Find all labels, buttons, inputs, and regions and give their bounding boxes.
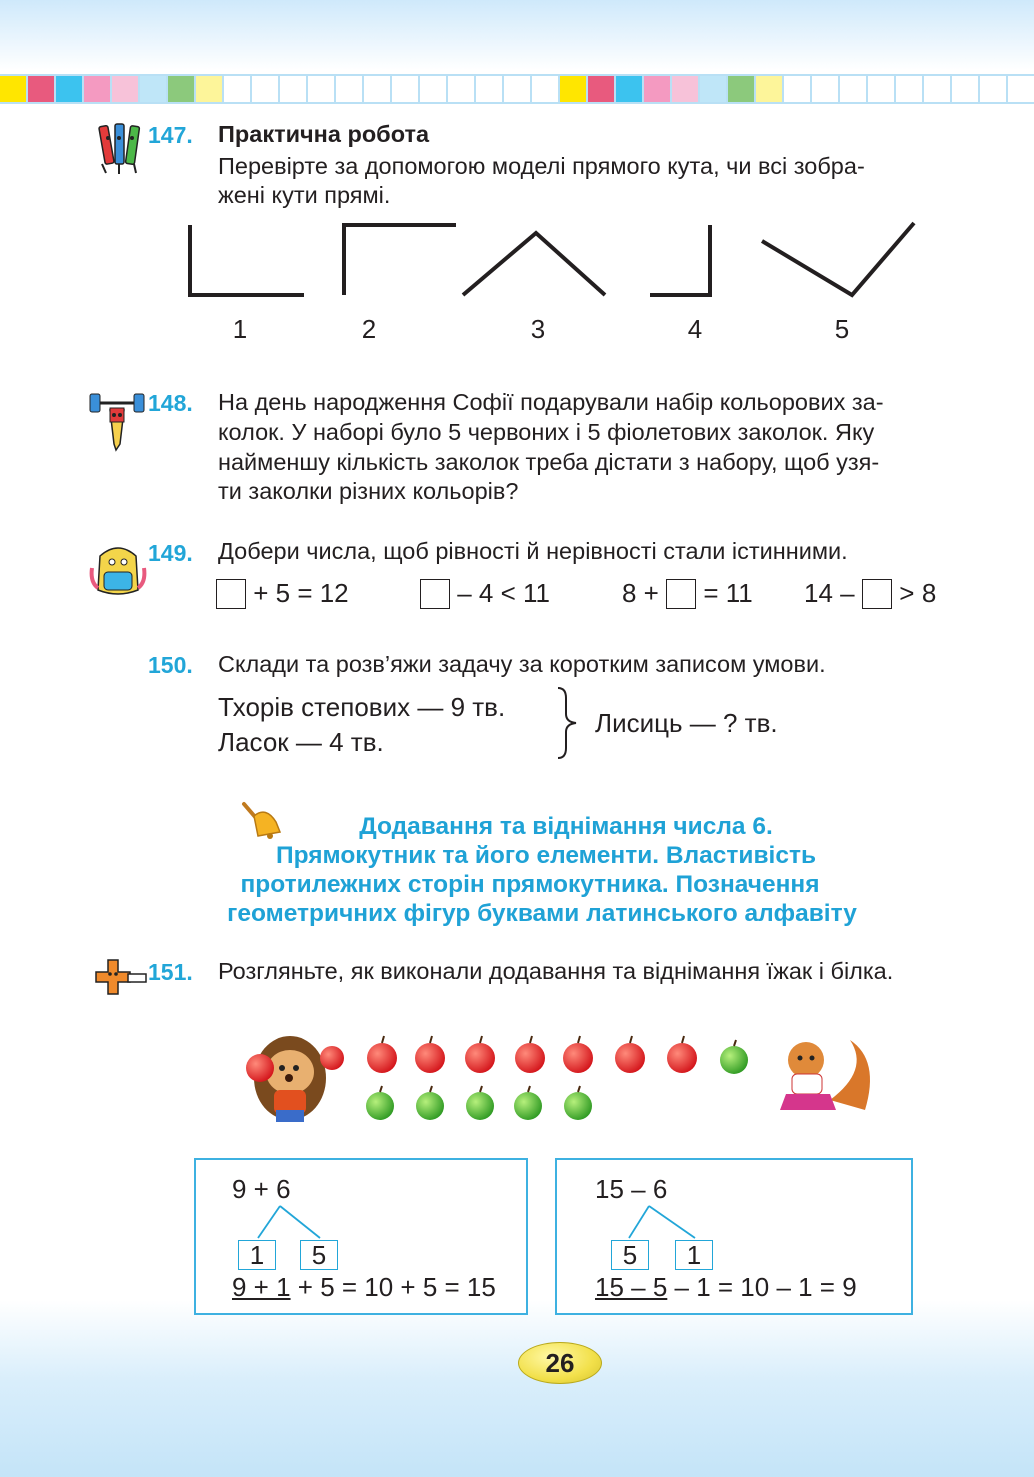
answer-box-1[interactable] — [216, 579, 246, 609]
strip-cell — [0, 74, 28, 104]
task-148-line4: ти заколки різних кольорів? — [218, 478, 519, 504]
strip-cell — [644, 74, 672, 104]
left-expression: 9 + 6 — [232, 1174, 291, 1204]
strip-cell — [252, 74, 280, 104]
angle-label-5: 5 — [834, 314, 850, 344]
section-title-line4: геометричних фігур буквами латинського алфавіту — [227, 900, 857, 927]
plus-minus-characters-icon — [92, 952, 150, 1006]
task-148-number: 148. — [148, 390, 193, 416]
angle-label-3: 3 — [530, 314, 546, 344]
task-150-text: Склади та розв’яжи задачу за коротким записом умови. — [218, 651, 826, 677]
strip-cell — [952, 74, 980, 104]
equation-2 — [420, 578, 550, 609]
apples-illustration — [240, 1030, 880, 1130]
strip-cell — [280, 74, 308, 104]
weightlifter-pencil-icon — [86, 388, 148, 454]
note-line2: Ласок — 4 тв. — [218, 727, 384, 757]
strip-cell — [980, 74, 1008, 104]
strip-cell — [588, 74, 616, 104]
backpack-icon — [88, 542, 148, 598]
strip-cell — [448, 74, 476, 104]
strip-cell — [784, 74, 812, 104]
task-147-title: Практична робота — [218, 121, 430, 147]
equation-1-rest: + 5 = 12 — [246, 578, 349, 608]
right-solution-underlined: 15 – 5 — [595, 1272, 668, 1302]
right-solution-rest: – 1 = 10 – 1 = 9 — [667, 1272, 857, 1302]
squirrel-image — [780, 1040, 870, 1110]
left-part-1: 1 — [238, 1240, 276, 1270]
equation-3-post: = 11 — [696, 578, 753, 608]
hedgehog-image — [246, 1036, 344, 1122]
top-color-strip — [0, 74, 1034, 104]
strip-cell — [1008, 74, 1034, 104]
strip-cell — [224, 74, 252, 104]
angle-5 — [762, 223, 914, 295]
equation-2-number: 11 — [515, 578, 550, 608]
task-147-number: 147. — [148, 122, 193, 148]
task-147-line1: Перевірте за допомогою моделі прямого кута, чи всі зобра- — [218, 153, 865, 179]
strip-cell — [56, 74, 84, 104]
strip-cell — [112, 74, 140, 104]
section-title-line2: Прямокутник та його елементи. Властивість — [275, 842, 817, 869]
strip-cell — [140, 74, 168, 104]
strip-cell — [168, 74, 196, 104]
left-split-lines — [240, 1204, 340, 1242]
strip-cell — [420, 74, 448, 104]
angle-4 — [650, 225, 710, 295]
equation-1 — [216, 578, 349, 609]
angle-3 — [463, 233, 605, 295]
equation-4-pre: 14 – — [804, 578, 862, 608]
strip-cell — [196, 74, 224, 104]
note-question: Лисиць — ? тв. — [595, 708, 778, 738]
section-title-line1: Додавання та віднімання числа 6. — [359, 813, 773, 840]
strip-cell — [504, 74, 532, 104]
answer-box-2[interactable] — [420, 579, 450, 609]
strip-cell — [868, 74, 896, 104]
task-151-number: 151. — [148, 959, 193, 985]
equation-4-comparison: > — [899, 578, 915, 608]
task-151-text: Розгляньте, як виконали додавання та віднімання їжак і білка. — [218, 958, 894, 984]
section-title-line3: протилежних сторін прямокутника. Позначення — [240, 871, 820, 898]
note-line1: Тхорів степових — 9 тв. — [218, 692, 506, 722]
hedgehog-solution-frame — [194, 1158, 528, 1315]
equation-3-pre: 8 + — [622, 578, 667, 608]
strip-cell — [476, 74, 504, 104]
strip-cell — [364, 74, 392, 104]
task-148-line3: найменшу кількість заколок треба дістати з набору, щоб узя- — [218, 449, 880, 475]
strip-cell — [924, 74, 952, 104]
task-150-number: 150. — [148, 652, 193, 678]
strip-cell — [756, 74, 784, 104]
task-149-number: 149. — [148, 540, 193, 566]
right-part-2: 1 — [675, 1240, 713, 1270]
strip-cell — [308, 74, 336, 104]
squirrel-solution-frame — [555, 1158, 913, 1315]
strip-cell — [896, 74, 924, 104]
right-split-lines — [609, 1204, 709, 1242]
page-number: 26 — [518, 1342, 602, 1384]
strip-cell — [532, 74, 560, 104]
answer-box-3[interactable] — [666, 579, 696, 609]
equation-2-minus: – 4 — [450, 578, 501, 608]
right-expression: 15 – 6 — [595, 1174, 668, 1204]
answer-box-4[interactable] — [862, 579, 892, 609]
equation-4 — [804, 578, 936, 609]
strip-cell — [840, 74, 868, 104]
left-solution-underlined: 9 + 1 — [232, 1272, 291, 1302]
angle-2 — [344, 225, 456, 295]
task-148-line1: На день народження Софії подарували набір кольорових за- — [218, 389, 884, 415]
red-apples — [367, 1036, 697, 1073]
task-148-line2: колок. У наборі було 5 червоних і 5 фіолетових заколок. Яку — [218, 419, 875, 445]
strip-cell — [28, 74, 56, 104]
right-part-1: 5 — [611, 1240, 649, 1270]
strip-cell — [728, 74, 756, 104]
angle-label-4: 4 — [687, 314, 703, 344]
angle-label-1: 1 — [232, 314, 248, 344]
strip-cell — [560, 74, 588, 104]
strip-cell — [616, 74, 644, 104]
task-147-line2: жені кути прямі. — [218, 182, 391, 208]
strip-cell — [84, 74, 112, 104]
equation-3 — [622, 578, 753, 609]
strip-cell — [700, 74, 728, 104]
angle-1 — [190, 225, 304, 295]
left-solution-rest: + 5 = 10 + 5 = 15 — [290, 1272, 496, 1302]
strip-cell — [392, 74, 420, 104]
angles-figure — [180, 215, 920, 310]
task-149-text: Добери числа, щоб рівності й нерівності стали істинними. — [218, 538, 848, 564]
strip-cell — [812, 74, 840, 104]
left-part-2: 5 — [300, 1240, 338, 1270]
strip-cell — [672, 74, 700, 104]
right-solution — [595, 1272, 857, 1303]
pencils-icon — [96, 118, 152, 176]
curly-brace — [552, 686, 582, 760]
strip-cell — [336, 74, 364, 104]
angle-label-2: 2 — [361, 314, 377, 344]
equation-4-number: 8 — [921, 578, 937, 608]
equation-2-comparison: < — [500, 578, 516, 608]
left-solution — [232, 1272, 496, 1303]
